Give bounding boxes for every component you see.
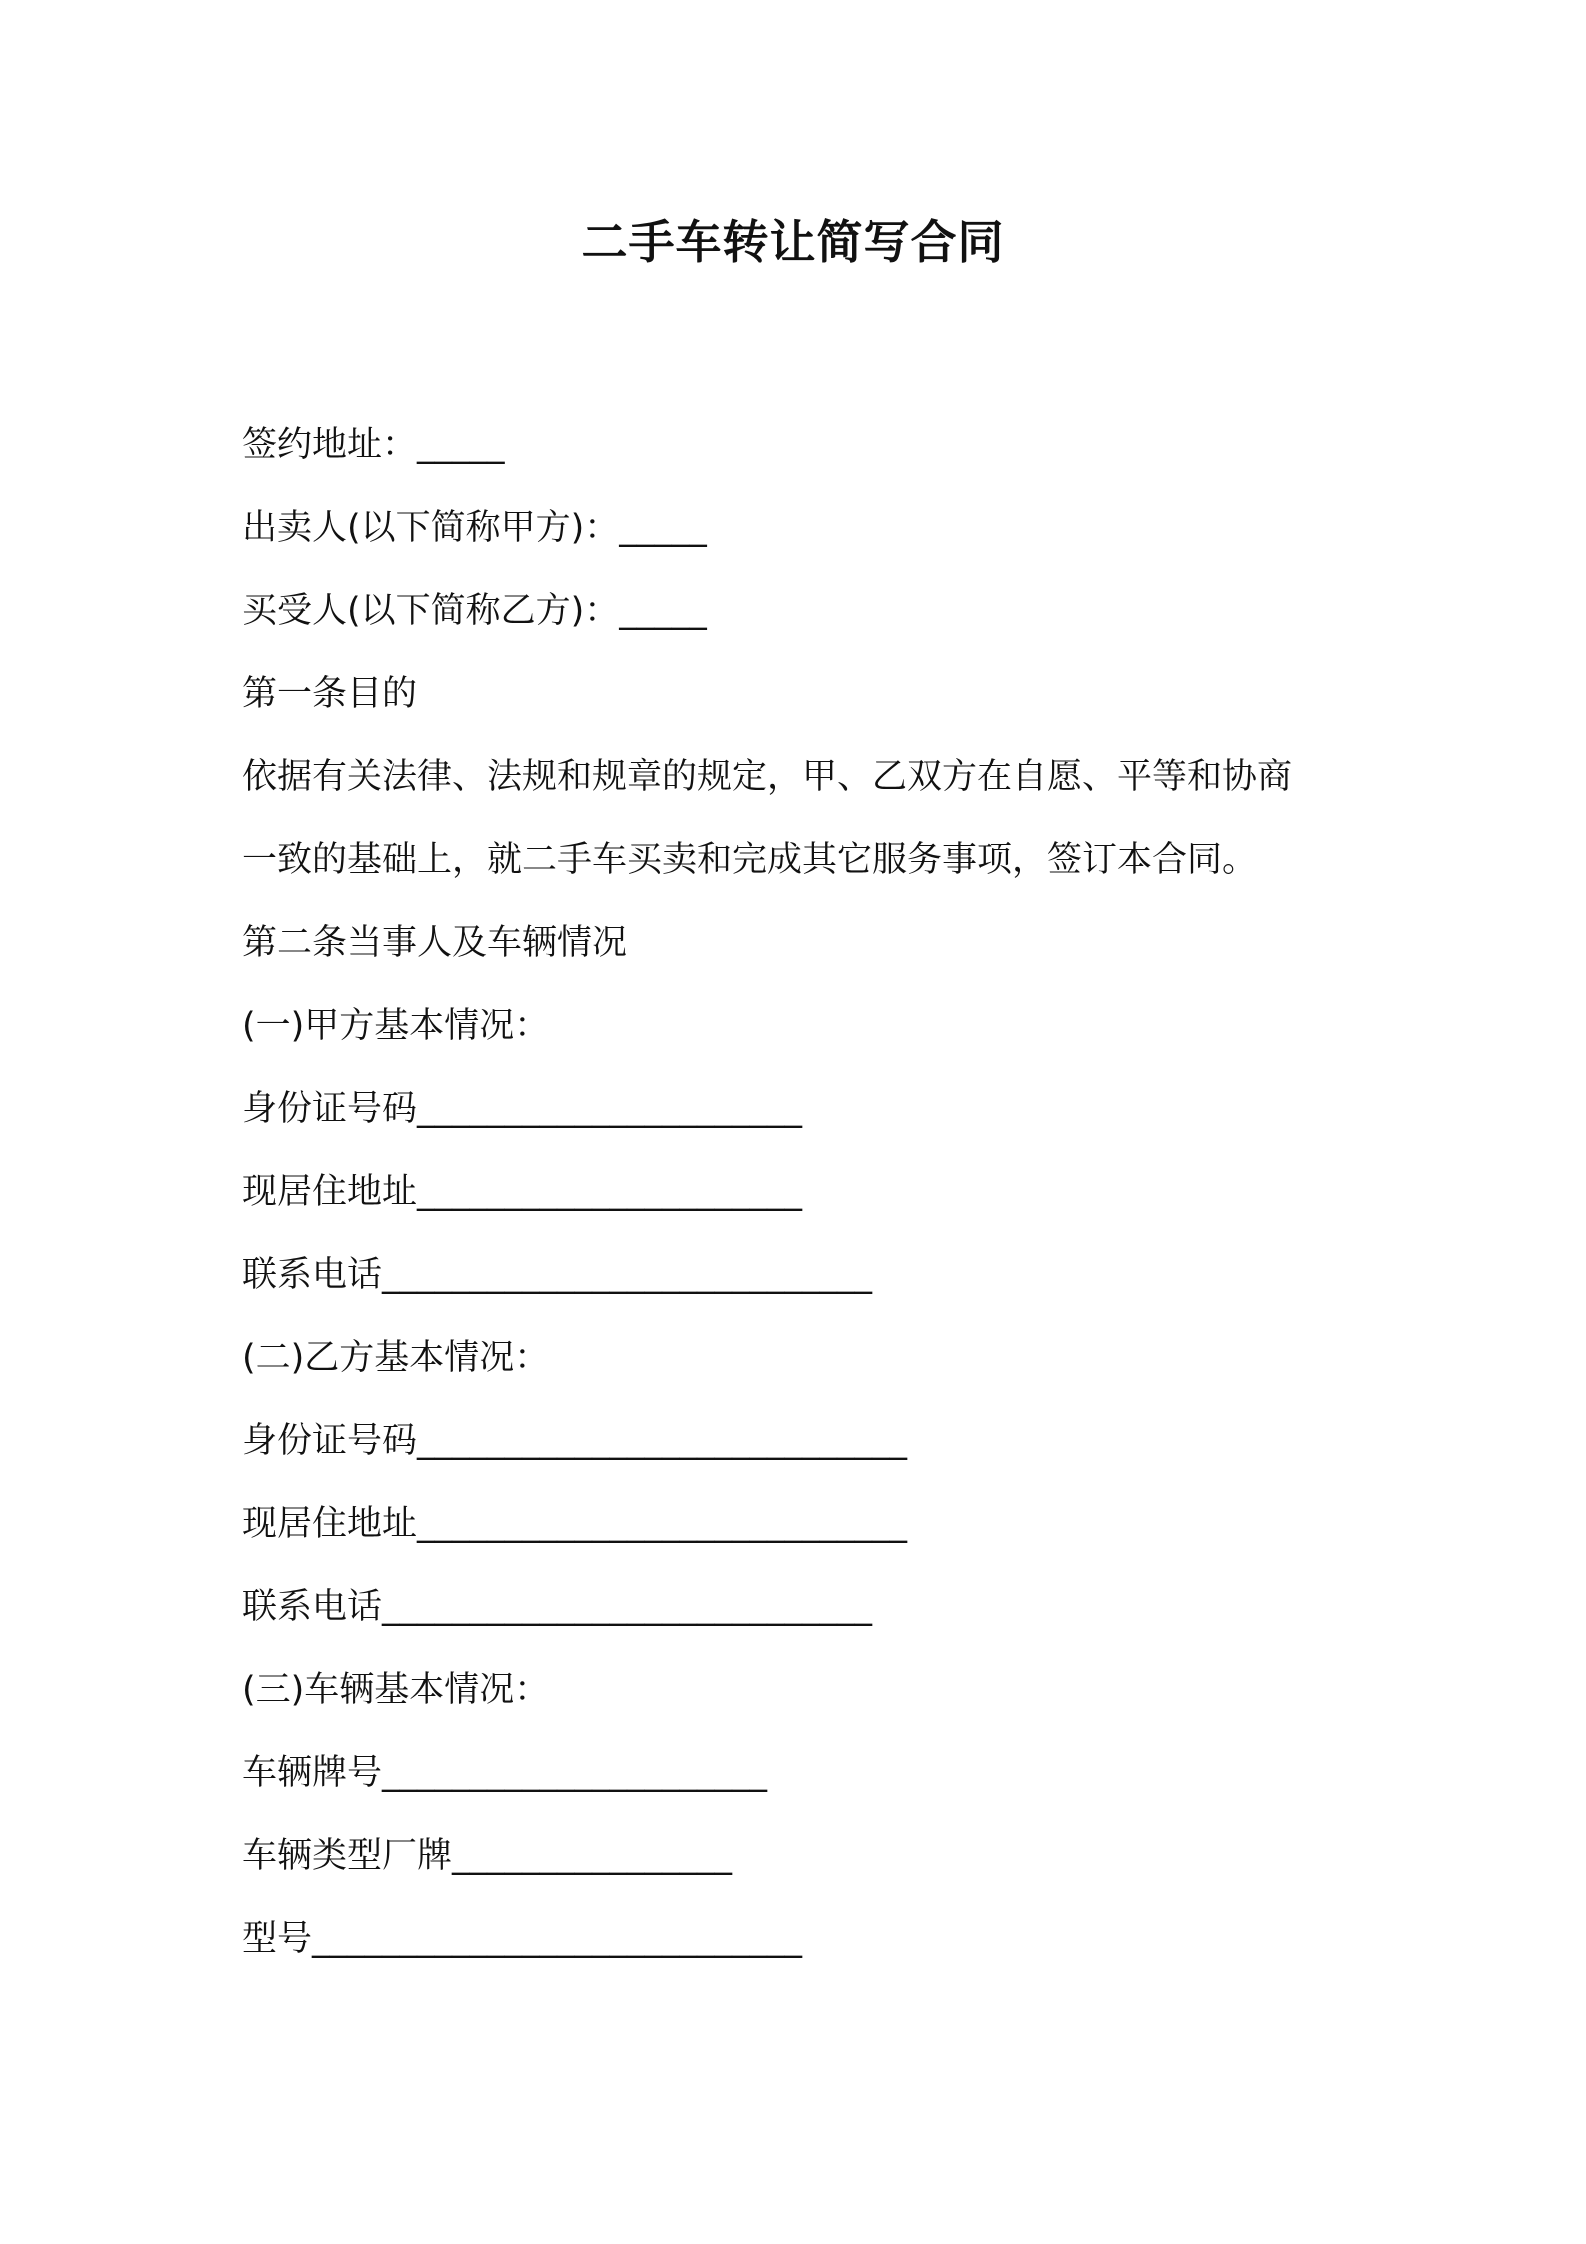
- vehicle-type-brand-line: 车辆类型厂牌________________: [242, 1836, 733, 1876]
- vehicle-info-heading: (三)车辆基本情况：: [242, 1670, 550, 1710]
- article-1-text-line-1: 依据有关法律、法规和规章的规定，甲、乙双方在自愿、平等和协商: [242, 757, 1293, 797]
- vehicle-model-line: 型号____________________________: [242, 1919, 803, 1959]
- seller-line: 出卖人(以下简称甲方)：_____: [242, 508, 707, 548]
- article-1-heading: 第一条目的: [242, 674, 418, 714]
- article-2-heading: 第二条当事人及车辆情况: [242, 923, 628, 963]
- vehicle-plate-line: 车辆牌号______________________: [242, 1753, 768, 1793]
- party-b-address-line: 现居住地址____________________________: [242, 1504, 908, 1544]
- document-title: 二手车转让简写合同: [581, 215, 1005, 269]
- party-a-address-line: 现居住地址______________________: [242, 1172, 803, 1212]
- party-a-id-number-line: 身份证号码______________________: [242, 1089, 803, 1129]
- signing-address-line: 签约地址：_____: [242, 425, 505, 465]
- party-b-phone-line: 联系电话____________________________: [242, 1587, 873, 1627]
- document-body: [242, 404, 1392, 1981]
- buyer-line: 买受人(以下简称乙方)：_____: [242, 591, 707, 631]
- party-a-info-heading: (一)甲方基本情况：: [242, 1006, 550, 1046]
- article-1-text-line-2: 一致的基础上，就二手车买卖和完成其它服务事项，签订本合同。: [242, 840, 1258, 880]
- party-a-phone-line: 联系电话____________________________: [242, 1255, 873, 1295]
- party-b-info-heading: (二)乙方基本情况：: [242, 1338, 550, 1378]
- party-b-id-number-line: 身份证号码____________________________: [242, 1421, 908, 1461]
